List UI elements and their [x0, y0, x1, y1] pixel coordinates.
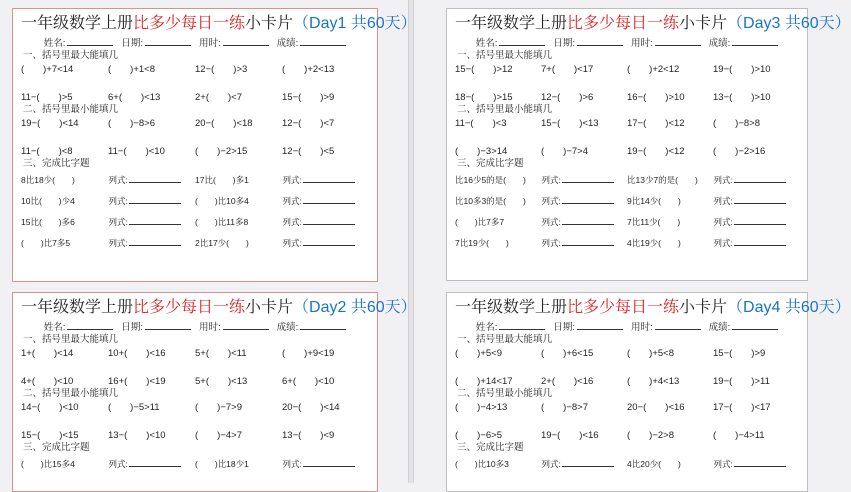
- info-date: [553, 322, 623, 333]
- card-title: [21, 298, 417, 318]
- word-problems: [455, 459, 799, 470]
- formula-blank: [734, 175, 786, 183]
- word-problem: 比13少7的是( ): [627, 175, 698, 185]
- word-problem-row: [21, 217, 369, 228]
- problem: 13−( )<10: [108, 430, 166, 441]
- info-name-label: 姓名:: [475, 322, 498, 333]
- word-problem: ( )比18少1: [195, 459, 249, 469]
- formula-label: 列式:: [541, 238, 561, 248]
- title-grade: 一年级数学上册: [21, 299, 134, 316]
- problem: 11−( )<10: [108, 146, 165, 157]
- problem: 20−( )<16: [627, 402, 685, 413]
- formula-label: 列式:: [108, 175, 128, 185]
- problem: ( )−4>7: [195, 430, 242, 441]
- formula-label: 列式:: [108, 196, 128, 206]
- problem: 10+( )<16: [108, 348, 166, 359]
- problem: ( )+14<17: [455, 376, 513, 387]
- info-line: [455, 37, 799, 50]
- word-problem: 7比11少( ): [627, 217, 681, 227]
- formula-label: 列式:: [282, 459, 302, 469]
- formula-field: [713, 175, 799, 186]
- formula-label: 列式:: [713, 459, 733, 469]
- formula-blank: [562, 459, 614, 467]
- formula-blank: [734, 459, 786, 467]
- word-problem: 10比( )少4: [21, 196, 75, 206]
- formula-blank: [129, 175, 181, 183]
- info-date-blank: [145, 37, 191, 46]
- formula-blank: [303, 459, 355, 467]
- section-heading: 三、完成比字题: [23, 158, 90, 169]
- problem: ( )+1<8: [108, 64, 155, 75]
- problem: 2+( )<16: [541, 376, 594, 387]
- formula-blank: [129, 217, 181, 225]
- problem-row: [21, 63, 369, 76]
- info-time: [631, 38, 701, 49]
- title-day: （Day2 共60天）: [293, 299, 417, 316]
- formula-label: 列式:: [108, 238, 128, 248]
- formula-field: [541, 217, 627, 228]
- problem: 19−( )>11: [713, 376, 770, 387]
- title-card: 小卡片: [245, 299, 294, 316]
- problem: 7+( )<17: [541, 64, 594, 75]
- formula-label: 列式:: [541, 196, 561, 206]
- formula-field: [713, 196, 799, 207]
- problem: 12−( )<7: [282, 118, 335, 129]
- formula-label: 列式:: [108, 459, 128, 469]
- problem-row: [455, 117, 799, 130]
- formula-label: 列式:: [541, 217, 561, 227]
- worksheet-card: [12, 292, 417, 492]
- formula-field: [541, 175, 627, 186]
- info-time-label: 用时:: [631, 38, 653, 49]
- formula-label: 列式:: [713, 196, 733, 206]
- title-topic: 比多少每日一练: [567, 299, 680, 316]
- section-heading: 二、括号里最小能填几: [23, 388, 119, 399]
- problem-row: [455, 401, 799, 414]
- problem: 14−( )<10: [21, 402, 79, 413]
- formula-blank: [562, 175, 614, 183]
- problem: ( )+4<13: [627, 376, 680, 387]
- word-problem-row: [21, 196, 369, 207]
- title-grade: 一年级数学上册: [455, 299, 568, 316]
- word-problem: ( )比15多4: [21, 459, 75, 469]
- info-time-label: 用时:: [199, 38, 221, 49]
- formula-blank: [734, 217, 786, 225]
- problem: 4+( )<10: [21, 376, 74, 387]
- problem: 17−( )<17: [713, 402, 771, 413]
- problem: 13−( )>10: [713, 92, 771, 103]
- formula-field: [713, 217, 799, 228]
- formula-label: 列式:: [108, 217, 128, 227]
- title-card: 小卡片: [245, 15, 294, 32]
- word-problem-row: [455, 238, 799, 249]
- formula-label: 列式:: [541, 175, 561, 185]
- formula-field: [282, 459, 369, 470]
- problem: ( )−3>14: [455, 146, 508, 157]
- formula-field: [713, 238, 799, 249]
- info-score-label: 成绩:: [276, 38, 299, 49]
- word-problem: 8比18少( ): [21, 175, 75, 185]
- formula-blank: [562, 238, 614, 246]
- info-line: [455, 321, 799, 334]
- info-line: [21, 37, 369, 50]
- word-problem: 比10多3的是( ): [455, 196, 526, 206]
- info-date-label: 日期:: [553, 322, 575, 333]
- worksheet-card: [446, 8, 851, 281]
- info-score: [709, 38, 779, 49]
- problem: ( )+9<19: [282, 348, 335, 359]
- word-problem-row: [455, 459, 799, 470]
- word-problem: ( )比7多7: [455, 217, 505, 227]
- word-problem: 9比14少( ): [627, 196, 681, 206]
- problem: ( )−6>5: [455, 430, 502, 441]
- problem-row: [455, 347, 799, 360]
- problem: ( )−4>11: [713, 430, 765, 441]
- problem: ( )−8>7: [541, 402, 588, 413]
- formula-blank: [303, 175, 355, 183]
- problem: 19−( )<14: [21, 118, 79, 129]
- info-time: [631, 322, 701, 333]
- section-heading: 二、括号里最小能填几: [23, 104, 119, 115]
- info-score-blank: [300, 37, 346, 46]
- problem-row: [455, 145, 799, 158]
- section-heading: 三、完成比字题: [457, 158, 524, 169]
- section-heading: 一、括号里最大能填几: [23, 50, 119, 61]
- info-score: [277, 322, 347, 333]
- formula-blank: [303, 217, 355, 225]
- info-score-blank: [732, 37, 778, 46]
- formula-blank: [303, 196, 355, 204]
- section-heading: 二、括号里最小能填几: [457, 104, 553, 115]
- word-problem-row: [21, 459, 369, 470]
- problem: ( )−2>15: [195, 146, 248, 157]
- problem-row: [21, 117, 369, 130]
- title-card: 小卡片: [679, 15, 728, 32]
- problem: 20−( )<14: [282, 402, 340, 413]
- formula-blank: [734, 196, 786, 204]
- problem: ( )−7>9: [195, 402, 242, 413]
- problem: ( )+2<12: [627, 64, 680, 75]
- problem-row: [21, 375, 369, 388]
- problem-row: [455, 63, 799, 76]
- formula-label: 列式:: [541, 459, 561, 469]
- formula-field: [282, 196, 369, 207]
- word-problems: [21, 459, 369, 470]
- section-heading: 一、括号里最大能填几: [457, 50, 553, 61]
- formula-field: [108, 459, 195, 470]
- word-problem: 17比( )多1: [195, 175, 249, 185]
- title-grade: 一年级数学上册: [21, 15, 134, 32]
- problem: 18−( )>15: [455, 92, 513, 103]
- problem: 6+( )<13: [108, 92, 161, 103]
- info-score-blank: [300, 321, 346, 330]
- problem-row: [455, 91, 799, 104]
- problem: ( )−5>11: [108, 402, 160, 413]
- problem: 19−( )>10: [713, 64, 771, 75]
- problem: 20−( )<18: [195, 118, 253, 129]
- formula-blank: [129, 238, 181, 246]
- word-problem: 比16少5的是( ): [455, 175, 526, 185]
- formula-label: 列式:: [713, 175, 733, 185]
- info-score-label: 成绩:: [708, 322, 731, 333]
- info-name-blank: [499, 37, 545, 46]
- problem: 15−( )<13: [541, 118, 599, 129]
- word-problem-row: [455, 217, 799, 228]
- info-date: [121, 38, 191, 49]
- info-name: [44, 322, 114, 333]
- info-name: [44, 38, 114, 49]
- problem-row: [21, 91, 369, 104]
- word-problem: 7比19少( ): [455, 238, 509, 248]
- formula-field: [541, 459, 627, 470]
- card-title: [455, 14, 851, 34]
- info-time-blank: [223, 37, 269, 46]
- info-score-blank: [732, 321, 778, 330]
- word-problem: ( )比10多4: [195, 196, 249, 206]
- formula-field: [108, 175, 195, 186]
- info-date: [121, 322, 191, 333]
- problem: ( )−2>8: [627, 430, 674, 441]
- formula-field: [713, 459, 799, 470]
- problem: ( )+2<13: [282, 64, 335, 75]
- info-score-label: 成绩:: [276, 322, 299, 333]
- info-score: [277, 38, 347, 49]
- info-time-label: 用时:: [631, 322, 653, 333]
- title-day: （Day1 共60天）: [293, 15, 417, 32]
- formula-field: [108, 238, 195, 249]
- word-problem: 4比20少( ): [627, 459, 681, 469]
- card-title: [455, 298, 851, 318]
- formula-field: [108, 196, 195, 207]
- section-heading: 一、括号里最大能填几: [457, 334, 553, 345]
- info-name-label: 姓名:: [43, 322, 66, 333]
- info-time: [199, 38, 269, 49]
- info-date: [553, 38, 623, 49]
- problem: ( )+6<15: [541, 348, 594, 359]
- info-name: [476, 38, 546, 49]
- problem: ( )−7>4: [541, 146, 588, 157]
- info-name-blank: [499, 321, 545, 330]
- formula-field: [282, 217, 369, 228]
- problem: ( )−4>13: [455, 402, 508, 413]
- word-problem-row: [21, 238, 369, 249]
- info-time-blank: [655, 321, 701, 330]
- formula-label: 列式:: [713, 217, 733, 227]
- word-problem: 4比19少( ): [627, 238, 681, 248]
- problem: 11−( )<8: [21, 146, 73, 157]
- info-date-label: 日期:: [553, 38, 575, 49]
- problem: ( )+5<9: [455, 348, 502, 359]
- title-day: （Day4 共60天）: [727, 299, 851, 316]
- card-title: [21, 14, 417, 34]
- formula-blank: [562, 196, 614, 204]
- problem: ( )+5<8: [627, 348, 674, 359]
- info-name-label: 姓名:: [43, 38, 66, 49]
- title-grade: 一年级数学上册: [455, 15, 568, 32]
- formula-blank: [562, 217, 614, 225]
- problem: ( )−8>6: [108, 118, 155, 129]
- problem: 16−( )>10: [627, 92, 685, 103]
- problem: 19−( )<16: [541, 430, 599, 441]
- info-date-blank: [577, 37, 623, 46]
- word-problem-row: [455, 175, 799, 186]
- problem: 12−( )>3: [195, 64, 248, 75]
- info-name-label: 姓名:: [475, 38, 498, 49]
- word-problem: 2比17少( ): [195, 238, 249, 248]
- problem: 15−( )>12: [455, 64, 513, 75]
- word-problem: ( )比11多8: [195, 217, 249, 227]
- word-problems: [455, 175, 799, 249]
- problem-row: [21, 145, 369, 158]
- info-line: [21, 321, 369, 334]
- title-topic: 比多少每日一练: [133, 15, 246, 32]
- problem: 12−( )>6: [541, 92, 594, 103]
- section-heading: 二、括号里最小能填几: [457, 388, 553, 399]
- info-score-label: 成绩:: [708, 38, 731, 49]
- page-divider: [408, 0, 414, 483]
- problem: 15−( )>9: [282, 92, 335, 103]
- problem: 13−( )<9: [282, 430, 335, 441]
- formula-field: [541, 238, 627, 249]
- problem: ( )−8>8: [713, 118, 760, 129]
- formula-label: 列式:: [282, 196, 302, 206]
- formula-label: 列式:: [713, 238, 733, 248]
- info-score: [709, 322, 779, 333]
- problem-row: [21, 429, 369, 442]
- word-problem-row: [455, 196, 799, 207]
- formula-field: [282, 238, 369, 249]
- formula-field: [108, 217, 195, 228]
- info-name-blank: [67, 321, 113, 330]
- section-heading: 三、完成比字题: [23, 442, 90, 453]
- section-heading: 三、完成比字题: [457, 442, 524, 453]
- problem: 16+( )<19: [108, 376, 166, 387]
- problem: ( )+7<14: [21, 64, 74, 75]
- title-card: 小卡片: [679, 299, 728, 316]
- formula-blank: [129, 459, 181, 467]
- formula-field: [541, 196, 627, 207]
- word-problem-row: [21, 175, 369, 186]
- problem: 1+( )<14: [21, 348, 74, 359]
- section-heading: 一、括号里最大能填几: [23, 334, 119, 345]
- formula-label: 列式:: [282, 175, 302, 185]
- problem: 12−( )<5: [282, 146, 335, 157]
- problem: 6+( )<10: [282, 376, 335, 387]
- problem: 5+( )<13: [195, 376, 248, 387]
- title-topic: 比多少每日一练: [133, 299, 246, 316]
- worksheet-card: [446, 292, 851, 492]
- word-problems: [21, 175, 369, 249]
- problem: 15−( )>9: [713, 348, 766, 359]
- problem: 5+( )<11: [195, 348, 247, 359]
- formula-blank: [129, 196, 181, 204]
- problem: 19−( )<12: [627, 146, 685, 157]
- info-name: [476, 322, 546, 333]
- problem: 11−( )<3: [455, 118, 507, 129]
- info-date-blank: [145, 321, 191, 330]
- info-name-blank: [67, 37, 113, 46]
- problem: 17−( )<12: [627, 118, 685, 129]
- title-topic: 比多少每日一练: [567, 15, 680, 32]
- info-date-label: 日期:: [121, 38, 143, 49]
- problem: 11−( )>5: [21, 92, 73, 103]
- formula-label: 列式:: [282, 238, 302, 248]
- problem: ( )−2>16: [713, 146, 766, 157]
- info-time-blank: [223, 321, 269, 330]
- problem-row: [455, 429, 799, 442]
- info-time-label: 用时:: [199, 322, 221, 333]
- problem-row: [21, 347, 369, 360]
- word-problem: ( )比7多5: [21, 238, 71, 248]
- word-problem: 15比( )多6: [21, 217, 75, 227]
- formula-blank: [734, 238, 786, 246]
- problem-row: [21, 401, 369, 414]
- info-time-blank: [655, 37, 701, 46]
- worksheet-card: [12, 8, 417, 282]
- problem-row: [455, 375, 799, 388]
- title-day: （Day3 共60天）: [727, 15, 851, 32]
- formula-field: [282, 175, 369, 186]
- info-date-label: 日期:: [121, 322, 143, 333]
- info-date-blank: [577, 321, 623, 330]
- word-problem: ( )比10多3: [455, 459, 509, 469]
- formula-blank: [303, 238, 355, 246]
- info-time: [199, 322, 269, 333]
- problem: 2+( )<7: [195, 92, 242, 103]
- problem: 15−( )<15: [21, 430, 79, 441]
- formula-label: 列式:: [282, 217, 302, 227]
